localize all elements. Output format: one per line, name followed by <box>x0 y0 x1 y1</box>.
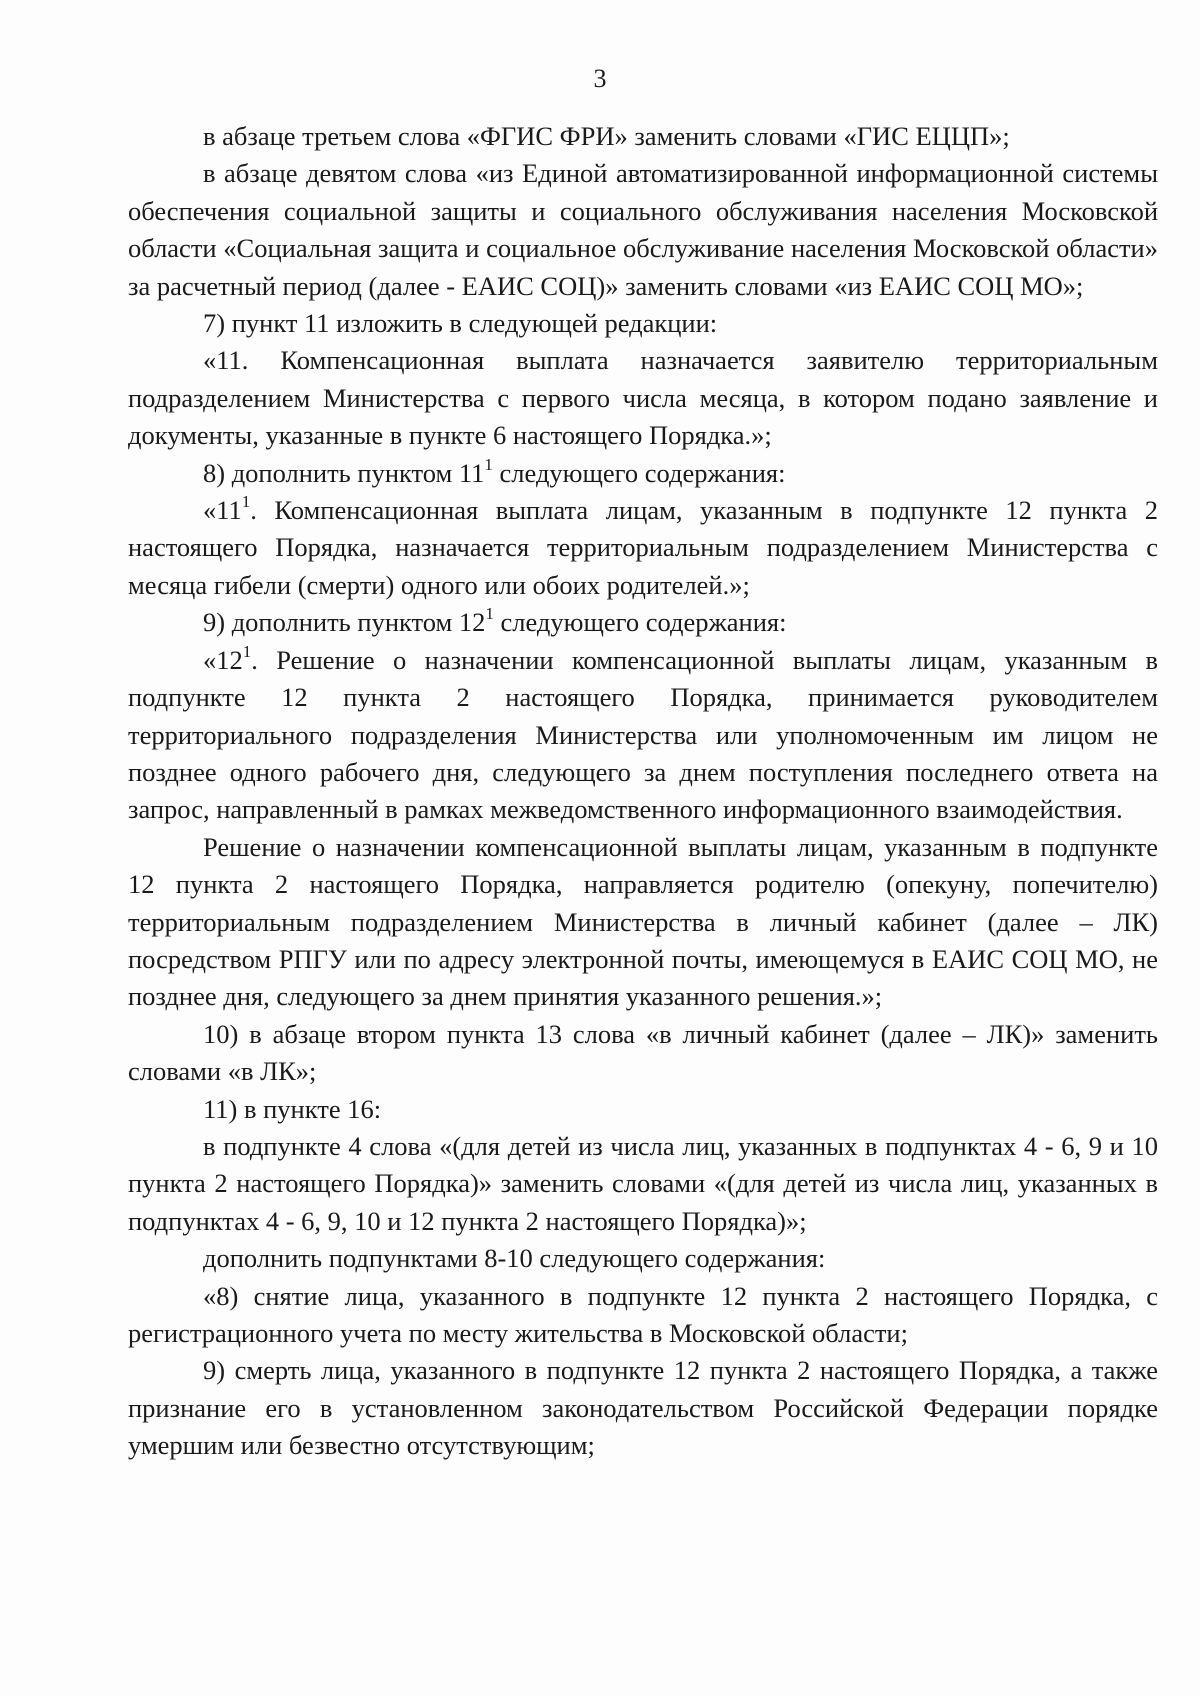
superscript: 1 <box>241 492 251 512</box>
paragraph-text: «12 <box>203 644 243 675</box>
paragraph <box>128 455 1158 492</box>
paragraph-text: «11 <box>203 495 242 526</box>
paragraph-text: . Решение о назначении компенсационной выплаты лицам, указанным в подпункте 12 пункта 2 настоящего Порядка, принимается руководителем территориального подразделения Министерства или уполномоченным им лицом не позднее одного рабочего дня, следующего за днем поступления последнего ответа на запрос, направленный в рамках межведомственного информационного взаимодействия. <box>128 644 1158 825</box>
paragraph: 7) пункт 11 изложить в следующей редакции: <box>203 308 718 339</box>
paragraph: «8) снятие лица, указанного в подпункте 12 пункта 2 настоящего Порядка, с регистрационного учета по месту жительства в Московской области; <box>128 1280 1158 1348</box>
page-number: 3 <box>593 64 607 93</box>
paragraph-text: 9) дополнить пунктом 12 <box>203 607 486 638</box>
paragraph <box>128 604 1158 641</box>
paragraph: 11) в пункте 16: <box>203 1093 382 1124</box>
document-body <box>128 118 1158 1465</box>
paragraph: «11. Компенсационная выплата назначается заявителю территориальным подразделением Министерства с первого числа месяца, в котором подано заявление и документы, указанные в пункте 6 настоящего Порядка.»; <box>128 345 1158 451</box>
paragraph: в абзаце третьем слова «ФГИС ФРИ» заменить словами «ГИС ЕЦЦП»; <box>203 121 1010 151</box>
paragraph-text: . Компенсационная выплата лицам, указанным в подпункте 12 пункта 2 настоящего Порядка, назначается территориальным подразделением Министерства с месяца гибели (смерти) одного или обоих родителей.»; <box>128 495 1158 600</box>
paragraph: 9) смерть лица, указанного в подпункте 12 пункта 2 настоящего Порядка, а также признание его в установленном законодательством Российской Федерации порядке умершим или безвестно отсутствующим; <box>128 1355 1158 1461</box>
paragraph: 10) в абзаце втором пункта 13 слова «в личный кабинет (далее – ЛК)» заменить словами «в ЛК»; <box>128 1018 1158 1087</box>
paragraph-text: следующего содержания: <box>493 607 787 638</box>
paragraph-text: следующего содержания: <box>492 457 786 488</box>
paragraph: в абзаце девятом слова «из Единой автоматизированной информационной системы обеспечения социальной защиты и социального обслуживания населения Московской области «Социальная защита и социальное обслуживание населения Московской области» за расчетный период (далее - ЕАИС СОЦ)» заменить словами «из ЕАИС СОЦ МО»; <box>128 158 1158 301</box>
paragraph: дополнить подпунктами 8-10 следующего содержания: <box>203 1243 826 1274</box>
paragraph: Решение о назначении компенсационной выплаты лицам, указанным в подпункте 12 пункта 2 настоящего Порядка, направляется родителю (опекуну, попечителю) территориальным подразделением Министерства в личный кабинет (далее – ЛК) посредством РПГУ или по адресу электронной почты, имеющемуся в ЕАИС СОЦ МО, не позднее дня, следующего за днем принятия указанного решения.»; <box>128 831 1158 1012</box>
paragraph <box>128 642 1158 829</box>
paragraph: в подпункте 4 слова «(для детей из числа лиц, указанных в подпунктах 4 - 6, 9 и 10 пункта 2 настоящего Порядка)» заменить словами «(для детей из числа лиц, указанных в подпунктах 4 - 6, 9, 10 и 12 пункта 2 настоящего Порядка)»; <box>128 1130 1158 1236</box>
superscript: 1 <box>485 604 494 624</box>
paragraph-text: 8) дополнить пунктом 11 <box>203 457 485 488</box>
paragraph <box>128 492 1158 604</box>
superscript: 1 <box>242 641 252 661</box>
superscript: 1 <box>484 454 493 474</box>
